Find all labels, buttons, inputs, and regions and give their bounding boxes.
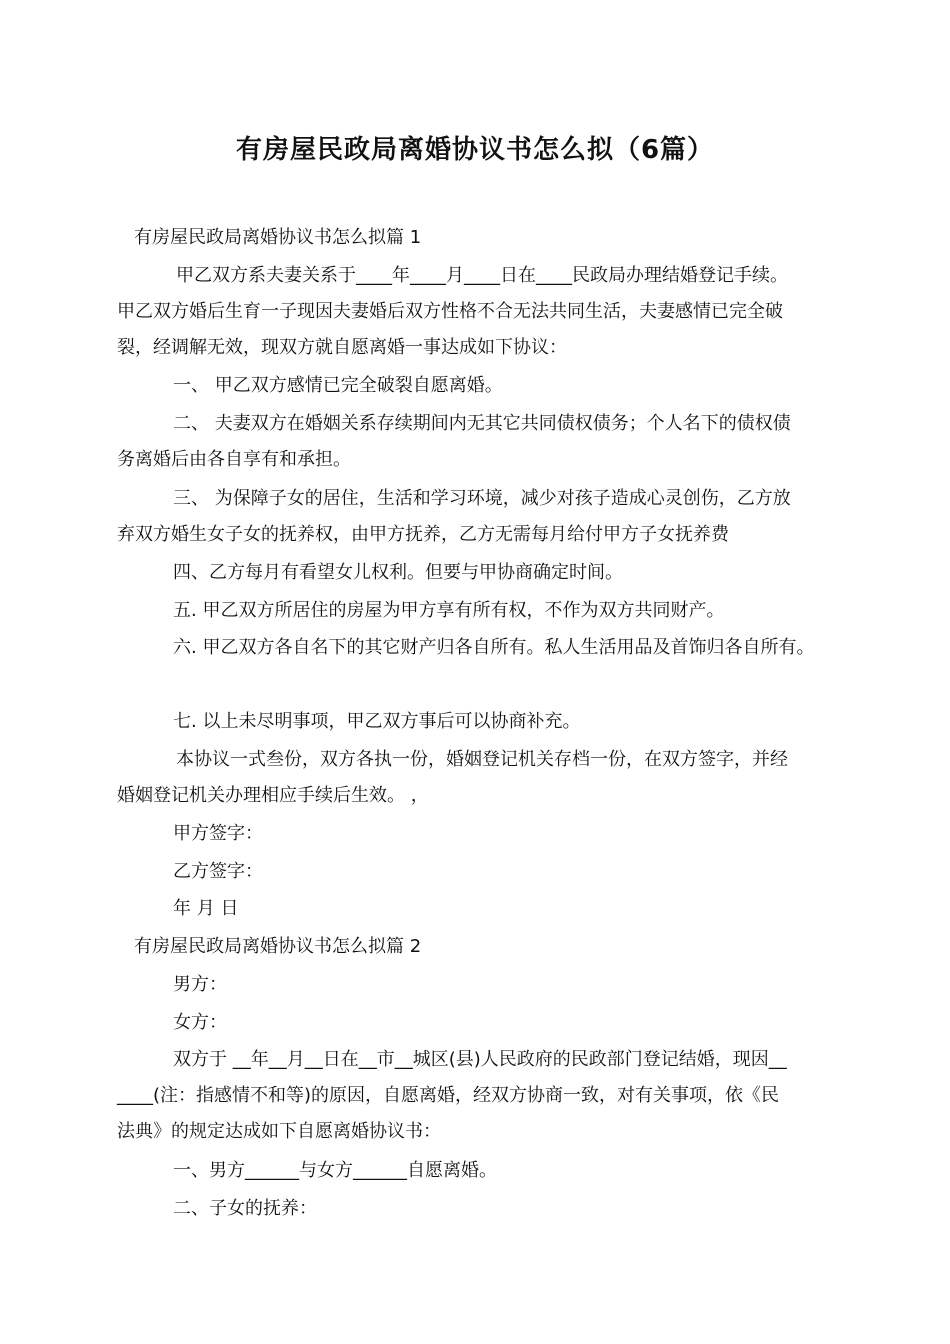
paragraph-line: 甲乙双方系夫妻关系于____年____月____日在____民政局办理结婚登记手续。	[176, 265, 788, 286]
clause-item-4: 四、乙方每月有看望女儿权利。但要与甲协商确定时间。	[173, 562, 623, 583]
paragraph-line: 裂，经调解无效，现双方就自愿离婚一事达成如下协议：	[117, 337, 567, 358]
signature-party-a: 甲方签字：	[173, 823, 263, 844]
signature-date: 年 月 日	[173, 898, 239, 919]
clause-item-7: 七. 以上未尽明事项，甲乙双方事后可以协商补充。	[173, 711, 581, 732]
clause-item-1: 一、男方______与女方______自愿离婚。	[173, 1160, 497, 1181]
clause-item-2: 二、子女的抚养：	[173, 1198, 317, 1219]
paragraph-line: 法典》的规定达成如下自愿离婚协议书：	[117, 1121, 441, 1142]
clause-item-1: 一、 甲乙双方感情已完全破裂自愿离婚。	[173, 375, 503, 396]
paragraph-line: 双方于 __年__月__日在__市__城区(县)人民政府的民政部门登记结婚，现因__	[173, 1049, 787, 1070]
closing-paragraph-cont: 婚姻登记机关办理相应手续后生效。 ，	[117, 785, 429, 806]
section-heading-1: 有房屋民政局离婚协议书怎么拟篇 1	[134, 227, 422, 248]
clause-item-2: 二、 夫妻双方在婚姻关系存续期间内无其它共同债权债务；个人名下的债权债	[173, 413, 791, 434]
paragraph-line: 甲乙双方婚后生育一子现因夫妻婚后双方性格不合无法共同生活，夫妻感情已完全破	[117, 301, 783, 322]
party-woman: 女方：	[173, 1012, 227, 1033]
clause-item-3-cont: 弃双方婚生女子女的抚养权，由甲方抚养，乙方无需每月给付甲方子女抚养费	[117, 524, 729, 545]
closing-paragraph: 本协议一式叁份，双方各执一份，婚姻登记机关存档一份，在双方签字，并经	[176, 749, 788, 770]
signature-party-b: 乙方签字：	[173, 861, 263, 882]
clause-item-6: 六. 甲乙双方各自名下的其它财产归各自所有。私人生活用品及首饰归各自所有。	[173, 637, 815, 658]
party-man: 男方：	[173, 974, 227, 995]
clause-item-3: 三、 为保障子女的居住，生活和学习环境，减少对孩子造成心灵创伤，乙方放	[173, 488, 791, 509]
clause-item-5: 五. 甲乙双方所居住的房屋为甲方享有所有权，不作为双方共同财产。	[173, 600, 725, 621]
document-title: 有房屋民政局离婚协议书怎么拟（6篇）	[235, 135, 715, 165]
clause-item-2-cont: 务离婚后由各自享有和承担。	[117, 449, 351, 470]
section-heading-2: 有房屋民政局离婚协议书怎么拟篇 2	[134, 936, 422, 957]
paragraph-line: ____(注：指感情不和等)的原因，自愿离婚，经双方协商一致，对有关事项，依《民	[117, 1085, 780, 1106]
